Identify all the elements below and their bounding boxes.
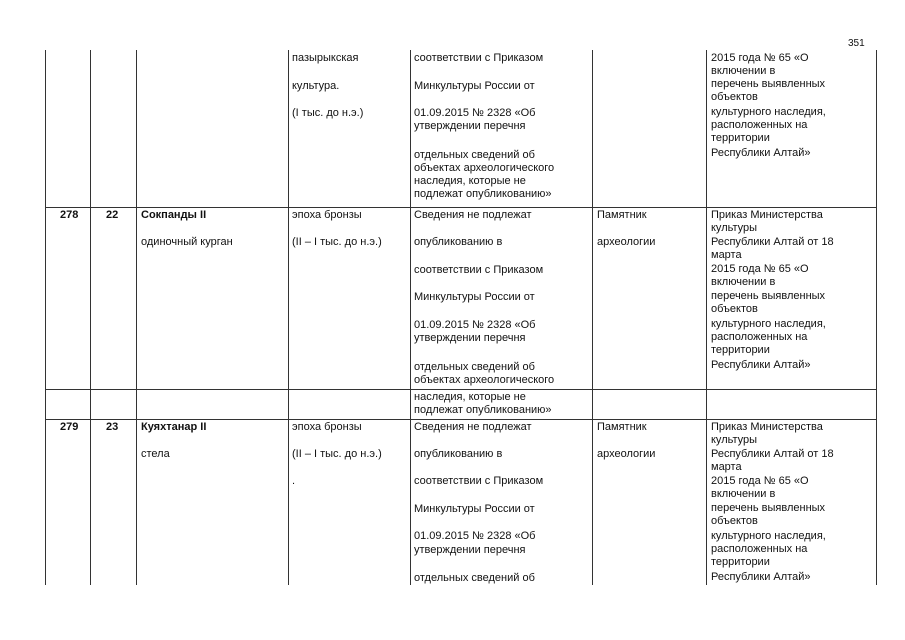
- col-line: [288, 50, 289, 585]
- cell-info: 01.09.2015 № 2328 «Об: [414, 107, 536, 119]
- cell-info: объектах археологического: [414, 374, 555, 386]
- cell-doc: перечень выявленных: [711, 290, 826, 302]
- cell-doc: Приказ Министерства: [711, 421, 823, 433]
- col-line: [136, 50, 137, 585]
- row-subnumber: 22: [106, 209, 119, 221]
- cell-doc: марта: [711, 249, 742, 261]
- cell-info: утверждении перечня: [414, 332, 526, 344]
- cell-info: утверждении перечня: [414, 544, 526, 556]
- cell-dating: эпоха бронзы: [292, 421, 362, 433]
- cell-doc: 2015 года № 65 «О: [711, 263, 809, 275]
- site-type: одиночный курган: [141, 236, 233, 248]
- cell-doc: Республики Алтай от 18: [711, 448, 834, 460]
- cell-doc: объектов: [711, 515, 758, 527]
- cell-category: Памятник: [597, 421, 647, 433]
- row-line: [45, 389, 877, 390]
- row-number: 278: [60, 209, 79, 221]
- cell-category: археологии: [597, 448, 656, 460]
- cell-info: опубликованию в: [414, 448, 503, 460]
- page-number: 351: [848, 38, 865, 49]
- cell-info: соответствии с Приказом: [414, 475, 544, 487]
- cell-dating: культура.: [292, 80, 340, 92]
- cell-info: утверждении перечня: [414, 120, 526, 132]
- cell-info: Минкультуры России от: [414, 80, 535, 92]
- cell-doc: объектов: [711, 303, 758, 315]
- site-type: стела: [141, 448, 170, 460]
- cell-category: археологии: [597, 236, 656, 248]
- cell-doc: культурного наследия,: [711, 530, 826, 542]
- cell-doc: перечень выявленных: [711, 78, 826, 90]
- col-line: [592, 50, 593, 585]
- cell-info: Минкультуры России от: [414, 503, 535, 515]
- cell-doc: культуры: [711, 222, 758, 234]
- cell-doc: включении в: [711, 488, 776, 500]
- cell-doc: территории: [711, 132, 770, 144]
- cell-info: отдельных сведений об: [414, 572, 535, 584]
- cell-info: соответствии с Приказом: [414, 264, 544, 276]
- cell-info: Сведения не подлежат: [414, 209, 532, 221]
- cell-info: опубликованию в: [414, 236, 503, 248]
- cell-info: 01.09.2015 № 2328 «Об: [414, 319, 536, 331]
- cell-doc: Республики Алтай»: [711, 571, 811, 583]
- site-name: Куяхтанар II: [141, 421, 207, 433]
- cell-dating: (I тыс. до н.э.): [292, 107, 364, 119]
- site-name: Сокпанды II: [141, 209, 207, 221]
- cell-info: отдельных сведений об: [414, 361, 535, 373]
- cell-doc: включении в: [711, 276, 776, 288]
- cell-doc: объектов: [711, 91, 758, 103]
- row-subnumber: 23: [106, 421, 119, 433]
- cell-info: наследия, которые не: [414, 391, 526, 403]
- cell-doc: расположенных на: [711, 331, 808, 343]
- row-line: [45, 207, 877, 208]
- cell-doc: 2015 года № 65 «О: [711, 52, 809, 64]
- cell-doc: марта: [711, 461, 742, 473]
- cell-info: Сведения не подлежат: [414, 421, 532, 433]
- cell-doc: территории: [711, 556, 770, 568]
- row-number: 279: [60, 421, 79, 433]
- cell-dating: (II – I тыс. до н.э.): [292, 236, 382, 248]
- cell-doc: Республики Алтай»: [711, 147, 811, 159]
- cell-doc: 2015 года № 65 «О: [711, 475, 809, 487]
- col-line: [90, 50, 91, 585]
- col-line: [876, 50, 877, 585]
- cell-dating: (II – I тыс. до н.э.): [292, 448, 382, 460]
- cell-doc: расположенных на: [711, 119, 808, 131]
- cell-doc: культурного наследия,: [711, 318, 826, 330]
- cell-info: отдельных сведений об: [414, 149, 535, 161]
- row-line: [45, 419, 877, 420]
- col-line: [410, 50, 411, 585]
- cell-info: подлежат опубликованию»: [414, 404, 552, 416]
- cell-doc: культуры: [711, 434, 758, 446]
- cell-info: объектах археологического: [414, 162, 555, 174]
- cell-category: Памятник: [597, 209, 647, 221]
- cell-doc: Республики Алтай от 18: [711, 236, 834, 248]
- cell-doc: расположенных на: [711, 543, 808, 555]
- cell-info: Минкультуры России от: [414, 291, 535, 303]
- cell-info: подлежат опубликованию»: [414, 188, 552, 200]
- cell-doc: территории: [711, 344, 770, 356]
- cell-dating: пазырыкская: [292, 52, 359, 64]
- cell-doc: перечень выявленных: [711, 502, 826, 514]
- col-line: [45, 50, 46, 585]
- cell-doc: культурного наследия,: [711, 106, 826, 118]
- col-line: [706, 50, 707, 585]
- cell-dating: эпоха бронзы: [292, 209, 362, 221]
- cell-info: соответствии с Приказом: [414, 52, 544, 64]
- cell-doc: Республики Алтай»: [711, 359, 811, 371]
- cell-dating: .: [292, 475, 296, 487]
- cell-info: 01.09.2015 № 2328 «Об: [414, 530, 536, 542]
- cell-info: наследия, которые не: [414, 175, 526, 187]
- cell-doc: включении в: [711, 65, 776, 77]
- cell-doc: Приказ Министерства: [711, 209, 823, 221]
